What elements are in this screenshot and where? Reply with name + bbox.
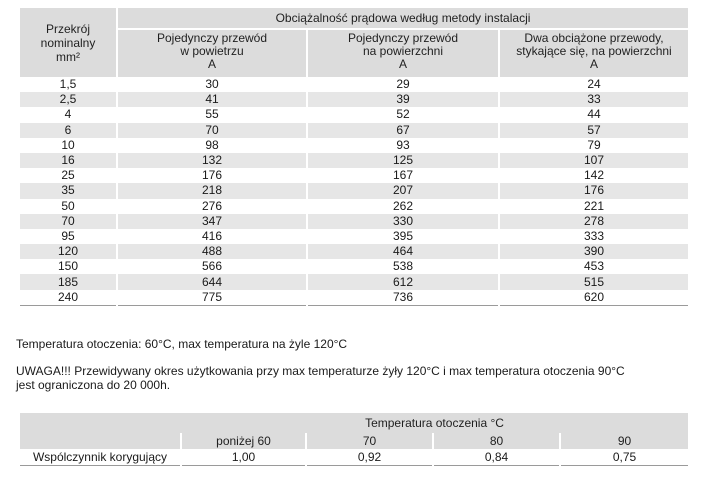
cross-section-header-line1: Przekrój (45, 21, 90, 36)
cross-section-cell: 240 (20, 290, 117, 306)
current-value-cell: 515 (499, 274, 688, 289)
table-row (20, 199, 688, 214)
current-value-cell: 70 (117, 123, 307, 138)
current-value-cell: 167 (307, 168, 499, 183)
table-row (20, 259, 688, 274)
current-value-cell: 79 (499, 138, 688, 153)
temperature-column-header: 70 (306, 433, 433, 449)
current-value-cell: 644 (117, 274, 307, 289)
ambient-temperature-note: Temperatura otoczenia: 60°C, max temperatura na żyle 120°C (16, 337, 348, 351)
current-value-cell: 98 (117, 138, 307, 153)
table-row (20, 214, 688, 229)
cross-section-header (20, 8, 117, 77)
method-header-line: stykające się, na powierzchni (516, 44, 672, 58)
cross-section-cell: 4 (20, 107, 117, 122)
cross-section-cell: 6 (20, 123, 117, 138)
current-value-cell: 30 (117, 77, 307, 92)
table-row (20, 123, 688, 138)
current-capacity-table (20, 8, 688, 306)
current-value-cell: 41 (117, 92, 307, 107)
current-value-cell: 333 (499, 229, 688, 244)
current-value-cell: 55 (117, 107, 307, 122)
current-value-cell: 57 (499, 123, 688, 138)
current-value-cell: 221 (499, 199, 688, 214)
cross-section-cell: 120 (20, 244, 117, 259)
current-value-cell: 566 (117, 259, 307, 274)
correction-factor-cell: 0,75 (560, 449, 688, 466)
table-row (20, 274, 688, 289)
current-value-cell: 33 (499, 92, 688, 107)
cross-section-cell: 25 (20, 168, 117, 183)
current-value-cell: 29 (307, 77, 499, 92)
current-value-cell: 395 (307, 229, 499, 244)
cross-section-header-unit: mm² (56, 49, 80, 64)
current-value-cell: 736 (307, 290, 499, 306)
current-value-cell: 330 (307, 214, 499, 229)
cross-section-header-line2: nominalny (40, 35, 96, 50)
cross-section-cell: 95 (20, 229, 117, 244)
method-header-line: na powierzchni (362, 44, 444, 58)
current-capacity-table-container (20, 8, 688, 306)
method-header-line: Dwa obciążone przewody, (524, 31, 664, 45)
current-value-cell: 347 (117, 214, 307, 229)
cross-section-cell: 2,5 (20, 92, 117, 107)
current-value-cell: 67 (307, 123, 499, 138)
cross-section-cell: 50 (20, 199, 117, 214)
table-row (20, 107, 688, 122)
table-row (20, 168, 688, 183)
current-value-cell: 176 (499, 183, 688, 198)
current-value-cell: 488 (117, 244, 307, 259)
method-header-3 (499, 29, 688, 77)
warning-note-line2: jest ograniczona do 20 000h. (16, 378, 171, 392)
current-value-cell: 52 (307, 107, 499, 122)
method-header-line: w powietrzu (180, 44, 244, 58)
current-value-cell: 464 (307, 244, 499, 259)
method-header-1 (117, 29, 307, 77)
cross-section-cell: 10 (20, 138, 117, 153)
table-row (20, 183, 688, 198)
current-value-cell: 93 (307, 138, 499, 153)
current-value-cell: 44 (499, 107, 688, 122)
correction-corner-cell (20, 413, 181, 449)
table-row (20, 153, 688, 168)
method-header-line: A (590, 57, 599, 71)
cross-section-cell: 70 (20, 214, 117, 229)
current-value-cell: 107 (499, 153, 688, 168)
cross-section-cell: 150 (20, 259, 117, 274)
current-value-cell: 262 (307, 199, 499, 214)
current-value-cell: 775 (117, 290, 307, 306)
current-value-cell: 538 (307, 259, 499, 274)
temperature-column-header: 80 (433, 433, 560, 449)
cross-section-cell: 16 (20, 153, 117, 168)
cross-section-cell: 1,5 (20, 77, 117, 92)
current-value-cell: 176 (117, 168, 307, 183)
current-value-cell: 612 (307, 274, 499, 289)
method-header-line: Pojedynczy przewód (347, 31, 459, 45)
correction-factor-label: Wspólczynnik korygujący (20, 449, 181, 466)
temperature-column-header: 90 (560, 433, 688, 449)
correction-factor-cell: 0,84 (433, 449, 560, 466)
table-row (20, 244, 688, 259)
current-value-cell: 24 (499, 77, 688, 92)
current-value-cell: 207 (307, 183, 499, 198)
method-header-2 (307, 29, 499, 77)
correction-factor-cell: 1,00 (181, 449, 306, 466)
correction-factor-cell: 0,92 (306, 449, 433, 466)
warning-note-line1: UWAGA!!! Przewidywany okres użytkowania przy max temperaturze żyły 120°C i max temperatura otoczenia 90°C (16, 364, 625, 378)
current-value-cell: 453 (499, 259, 688, 274)
current-value-cell: 39 (307, 92, 499, 107)
correction-factor-table (20, 413, 688, 466)
current-value-cell: 132 (117, 153, 307, 168)
table-row (20, 92, 688, 107)
current-value-cell: 278 (499, 214, 688, 229)
warning-note (16, 364, 656, 392)
current-value-cell: 142 (499, 168, 688, 183)
ambient-temperature-header: Temperatura otoczenia °C (181, 413, 688, 433)
current-value-cell: 620 (499, 290, 688, 306)
cross-section-cell: 185 (20, 274, 117, 289)
installation-method-group-header: Obciążalność prądowa według metody instalacji (117, 8, 688, 29)
current-value-cell: 390 (499, 244, 688, 259)
table-row (20, 77, 688, 92)
table-row (20, 290, 688, 306)
temperature-column-header: poniżej 60 (181, 433, 306, 449)
table-row (20, 138, 688, 153)
current-value-cell: 218 (117, 183, 307, 198)
method-header-line: A (207, 57, 216, 71)
method-header-line: A (398, 57, 407, 71)
correction-table-container (20, 413, 688, 466)
current-value-cell: 125 (307, 153, 499, 168)
method-header-line: Pojedynczy przewód (156, 31, 268, 45)
current-value-cell: 416 (117, 229, 307, 244)
table-row (20, 229, 688, 244)
cross-section-cell: 35 (20, 183, 117, 198)
current-value-cell: 276 (117, 199, 307, 214)
